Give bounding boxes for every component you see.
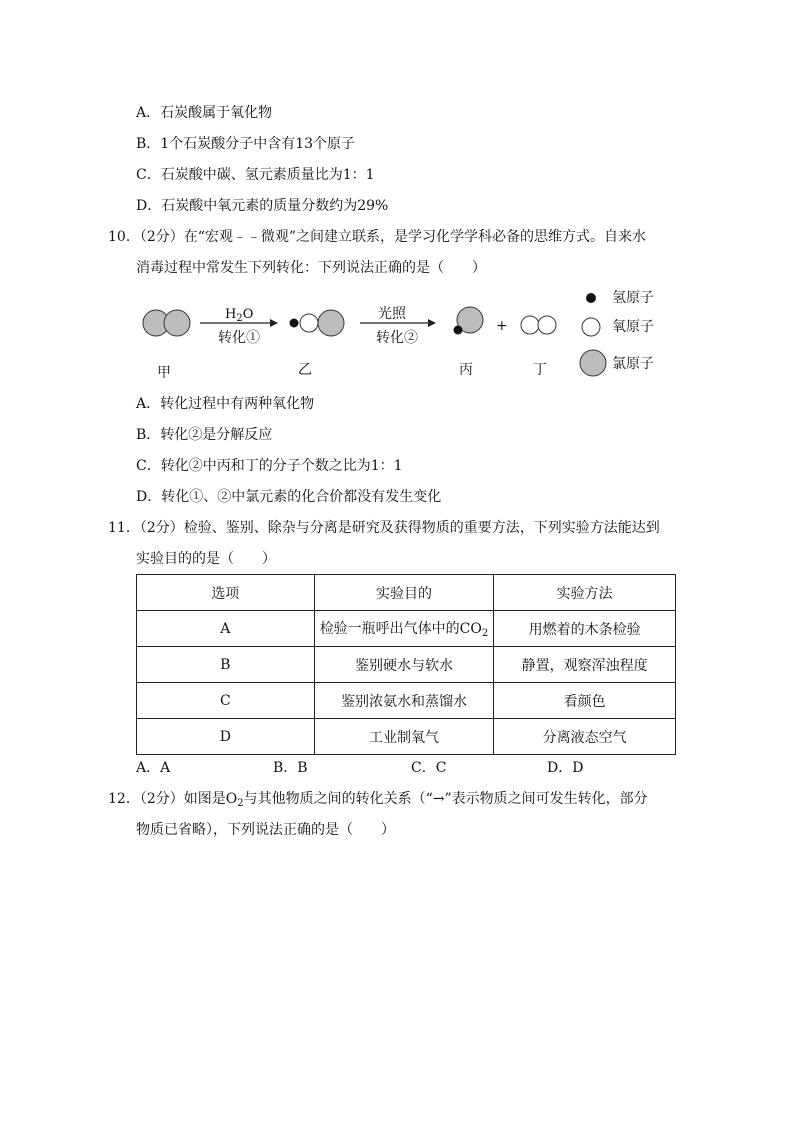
q9-option-a: A．石炭酸属于氧化物 [136, 105, 273, 121]
label-yi: 乙 [298, 362, 312, 378]
table-cell: 鉴别浓氨水和蒸馏水 [314, 683, 494, 719]
table-row [137, 719, 676, 755]
molecule-jia [143, 310, 190, 336]
q12-stem-line1: 12．（2分）如图是$O_2$与其他物质之间的转化关系（“→”表示物质之间可发生转化，部分 [108, 791, 648, 809]
table-cell: D [137, 719, 315, 755]
table-header-row [137, 575, 676, 611]
table-cell: 静置，观察浑浊程度 [494, 647, 676, 683]
table-cell: 鉴别硬水与软水 [314, 647, 494, 683]
q10-stem-line1: 10．（2分）在“宏观﹣﹣微观”之间建立联系，是学习化学学科必备的思维方式。自来水 [108, 229, 647, 245]
q11-stem-line1: 11．（2分）检验、鉴别、除杂与分离是研究及获得物质的重要方法，下列实验方法能达到 [108, 520, 660, 536]
arrow-icon: → [432, 791, 445, 807]
table-header-cell: 选项 [137, 575, 315, 611]
molecule-yi [290, 310, 345, 336]
table-cell: B [137, 647, 315, 683]
table-row [137, 683, 676, 719]
label-jia: 甲 [157, 365, 171, 381]
arrow2-bottom-label: 转化② [376, 330, 418, 346]
legend-chlorine-icon [580, 350, 606, 376]
q10-option-a: A．转化过程中有两种氧化物 [136, 396, 315, 412]
table-cell: 检验一瓶呼出气体中的$CO_2$ [314, 611, 494, 647]
arrow1-top-label: $H_2O$ [225, 307, 254, 324]
table-cell: 看颜色 [494, 683, 676, 719]
table-cell: A [137, 611, 315, 647]
legend-oxygen-label: 氧原子 [612, 319, 654, 335]
arrow2-top-label: 光照 [378, 306, 406, 322]
plus-sign: + [496, 318, 508, 334]
table-row [137, 611, 676, 647]
q11-answer-c: C．C [411, 760, 447, 776]
table-cell: C [137, 683, 315, 719]
q12-stem-line2: 物质已省略），下列说法正确的是（ ） [136, 822, 395, 838]
q10-stem-line2: 消毒过程中常发生下列转化：下列说法正确的是（ ） [136, 260, 486, 276]
table-row [137, 647, 676, 683]
q10-option-c: C．转化②中丙和丁的分子个数之比为1：1 [136, 458, 403, 474]
label-bing: 丙 [459, 362, 473, 378]
q11-answer-b: B．B [273, 760, 308, 776]
q11-stem-line2: 实验目的的是（ ） [136, 551, 276, 567]
molecule-bing [454, 307, 484, 335]
q11-answer-d: D．D [547, 760, 584, 776]
molecule-ding [521, 316, 556, 334]
legend-hydrogen-label: 氢原子 [612, 290, 654, 306]
q10-option-d: D．转化①、②中氯元素的化合价都没有发生变化 [136, 489, 442, 505]
legend-oxygen-icon [582, 318, 600, 336]
legend-hydrogen-icon [586, 293, 596, 303]
table-cell: 分离液态空气 [494, 719, 676, 755]
legend-chlorine-label: 氯原子 [612, 356, 654, 372]
experiment-table [136, 574, 676, 755]
q9-option-c: C．石炭酸中碳、氢元素质量比为1：1 [136, 167, 375, 183]
table-header-cell: 实验方法 [494, 575, 676, 611]
q9-option-d: D．石炭酸中氧元素的质量分数约为29% [136, 198, 389, 214]
q9-option-b: B．1个石炭酸分子中含有13个原子 [136, 136, 356, 152]
q10-option-b: B．转化②是分解反应 [136, 427, 273, 443]
arrow1-bottom-label: 转化① [218, 330, 260, 346]
q11-answer-a: A．A [136, 760, 171, 776]
table-cell: 用燃着的木条检验 [494, 611, 676, 647]
table-cell: 工业制氧气 [314, 719, 494, 755]
table-header-cell: 实验目的 [314, 575, 494, 611]
label-ding: 丁 [533, 362, 547, 378]
